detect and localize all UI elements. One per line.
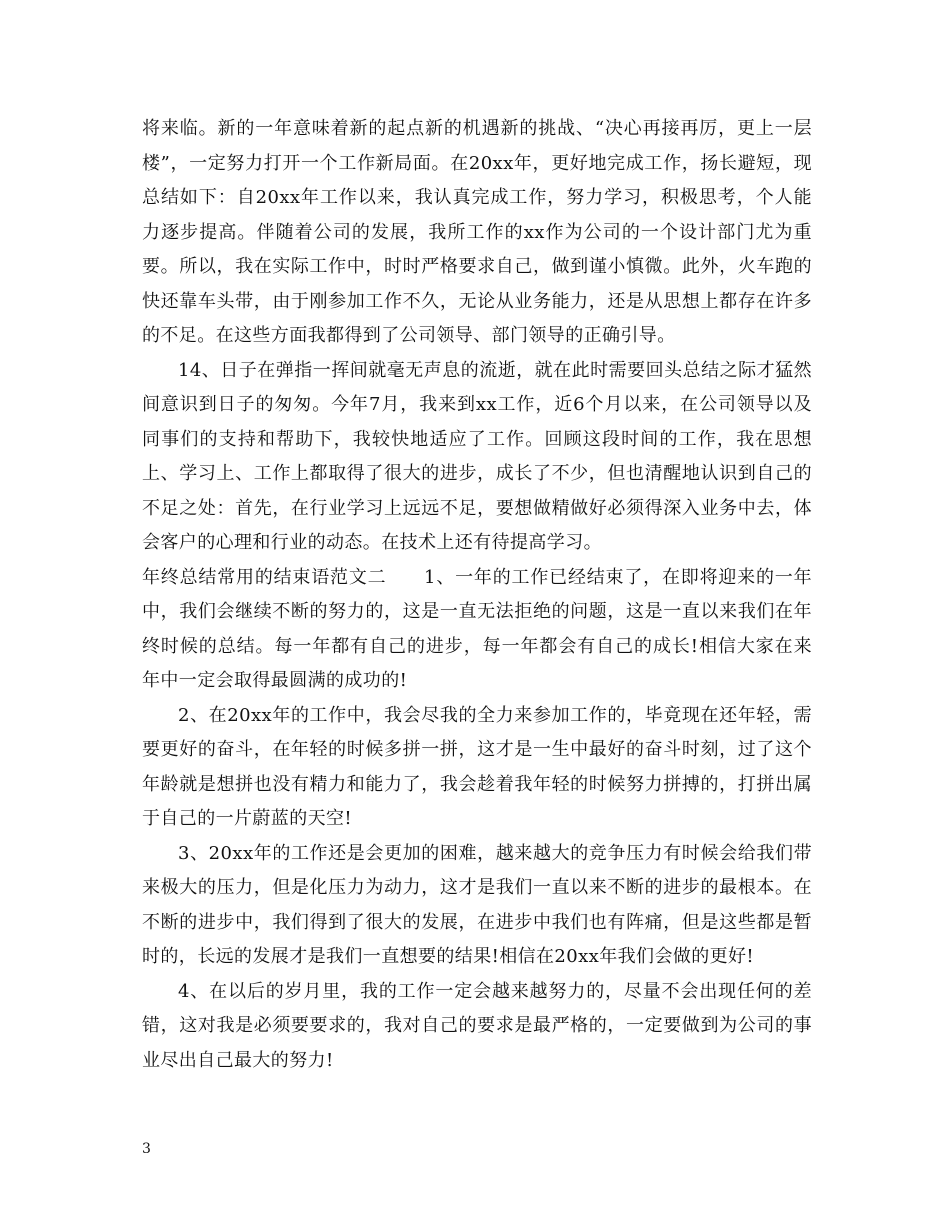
paragraph-section-two: 年终总结常用的结束语范文二 1、一年的工作已经结束了，在即将迎来的一年中，我们会继续不断的努力的，这是一直无法拒绝的问题，这是一直以来我们在年终时候的总结。每一年都有自己的进步，每一年都会有自己的成长!相信大家在来年中一定会取得最圆满的成功的! — [142, 566, 812, 691]
paragraph-item-3: 3、20xx年的工作还是会更加的困难，越来越大的竞争压力有时候会给我们带来极大的压力，但是化压力为动力，这才是我们一直以来不断的进步的最根本。在不断的进步中，我们得到了很大的发展，在进步中我们也有阵痛，但是这些都是暂时的，长远的发展才是我们一直想要的结果!相信在20xx年我们会做的更好! — [142, 842, 812, 967]
document-body — [142, 112, 812, 1078]
page-number: 3 — [142, 1141, 151, 1157]
paragraph-item-4: 4、在以后的岁月里，我的工作一定会越来越努力的，尽量不会出现任何的差错，这对我是必须要要求的，我对自己的要求是最严格的，一定要做到为公司的事业尽出自己最大的努力! — [142, 980, 812, 1071]
paragraph-continuation: 将来临。新的一年意味着新的起点新的机遇新的挑战、“决心再接再厉，更上一层楼”，一定努力打开一个工作新局面。在20xx年，更好地完成工作，扬长避短，现总结如下：自20xx年工作以来，我认真完成工作，努力学习，积极思考，个人能力逐步提高。伴随着公司的发展，我所工作的xx作为公司的一个设计部门尤为重要。所以，我在实际工作中，时时严格要求自己，做到谨小慎微。此外，火车跑的快还靠车头带，由于刚参加工作不久，无论从业务能力，还是从思想上都存在许多的不足。在这些方面我都得到了公司领导、部门领导的正确引导。 — [142, 118, 812, 346]
paragraph-item-2: 2、在20xx年的工作中，我会尽我的全力来参加工作的，毕竟现在还年轻，需要更好的奋斗，在年轻的时候多拼一拼，这才是一生中最好的奋斗时刻，过了这个年龄就是想拼也没有精力和能力了，我会趁着我年轻的时候努力拼搏的，打拼出属于自己的一片蔚蓝的天空! — [142, 704, 812, 829]
paragraph-item-14: 14、日子在弹指一挥间就毫无声息的流逝，就在此时需要回头总结之际才猛然间意识到日子的匆匆。今年7月，我来到xx工作，近6个月以来，在公司领导以及同事们的支持和帮助下，我较快地适应了工作。回顾这段时间的工作，我在思想上、学习上、工作上都取得了很大的进步，成长了不少，但也清醒地认识到自己的不足之处：首先，在行业学习上远远不足，要想做精做好必须得深入业务中去，体会客户的心理和行业的动态。在技术上还有待提高学习。 — [142, 359, 812, 553]
